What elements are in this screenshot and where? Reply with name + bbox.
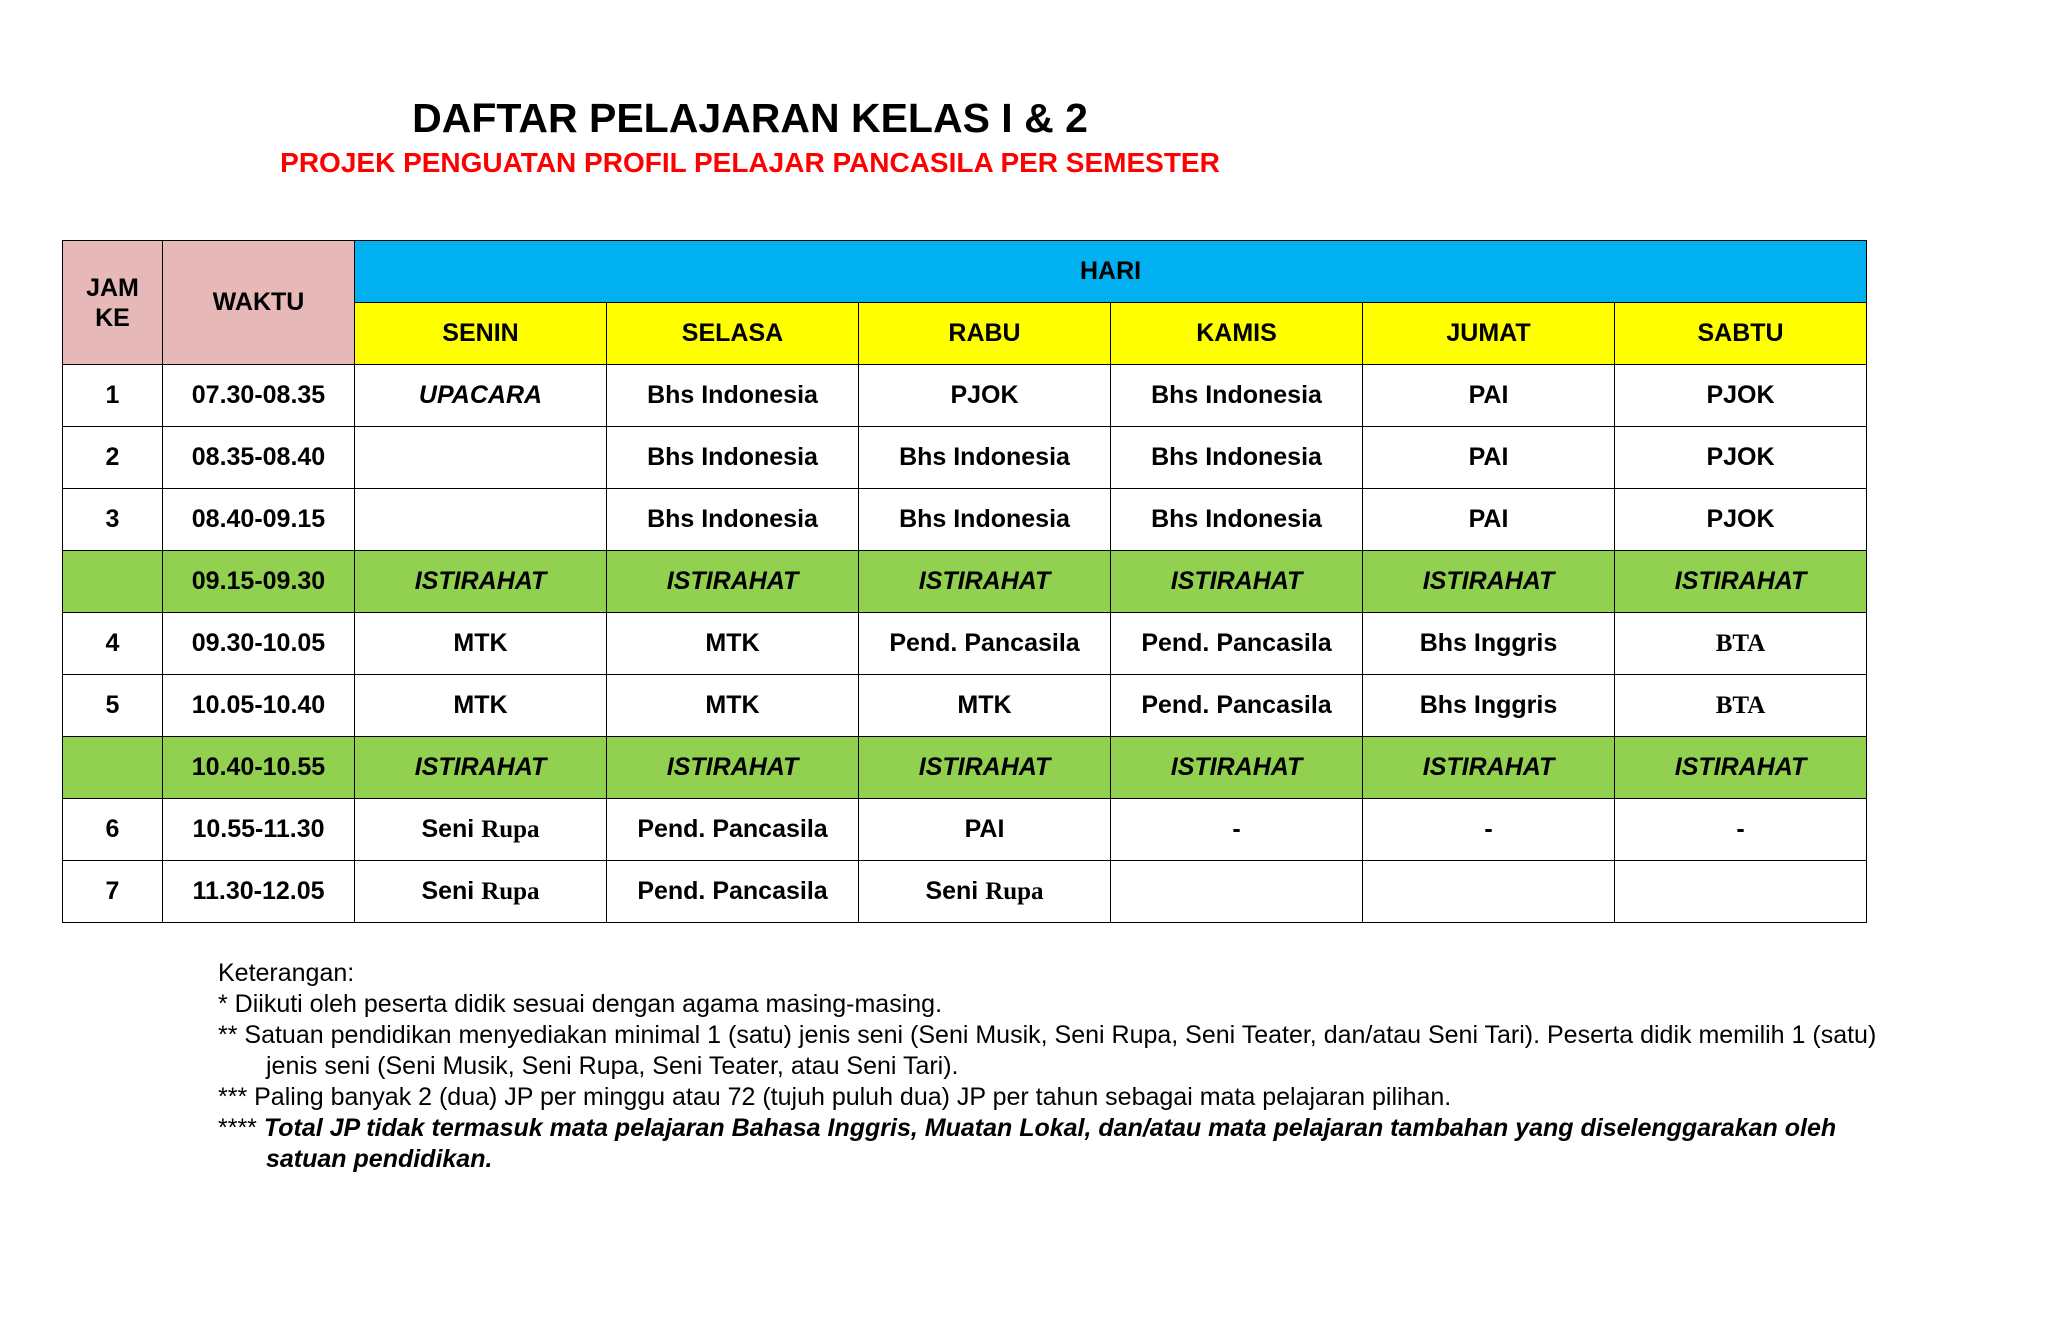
cell-jam: 1: [63, 365, 163, 427]
schedule-table: [62, 240, 1867, 923]
note-3: *** Paling banyak 2 (dua) JP per minggu atau 72 (tujuh puluh dua) JP per tahun sebagai mata pelajaran pilihan.: [218, 1083, 1452, 1111]
header-day: KAMIS: [1111, 303, 1363, 365]
cell-subject: PJOK: [1615, 365, 1867, 427]
table-row: [63, 613, 1867, 675]
cell-subject: [355, 489, 607, 551]
table-row: [63, 427, 1867, 489]
cell-subject: ISTIRAHAT: [1615, 737, 1867, 799]
cell-subject: -: [1363, 799, 1615, 861]
cell-subject: Bhs Indonesia: [859, 489, 1111, 551]
cell-jam: [63, 737, 163, 799]
cell-subject: ISTIRAHAT: [607, 737, 859, 799]
cell-subject: Bhs Inggris: [1363, 675, 1615, 737]
cell-subject: ISTIRAHAT: [859, 551, 1111, 613]
cell-subject: Bhs Indonesia: [1111, 427, 1363, 489]
note-2-cont: jenis seni (Seni Musik, Seni Rupa, Seni Teater, atau Seni Tari).: [266, 1052, 959, 1080]
cell-jam: [63, 551, 163, 613]
cell-waktu: 08.40-09.15: [163, 489, 355, 551]
cell-subject: Bhs Indonesia: [859, 427, 1111, 489]
cell-subject: ISTIRAHAT: [355, 737, 607, 799]
cell-subject: PAI: [1363, 365, 1615, 427]
note-1: * Diikuti oleh peserta didik sesuai dengan agama masing-masing.: [218, 990, 943, 1018]
cell-subject: Bhs Indonesia: [1111, 365, 1363, 427]
page-subtitle: PROJEK PENGUATAN PROFIL PELAJAR PANCASILA PER SEMESTER: [280, 147, 1220, 178]
cell-subject: [1363, 861, 1615, 923]
cell-subject: Pend. Pancasila: [859, 613, 1111, 675]
page-title: DAFTAR PELAJARAN KELAS I & 2: [412, 95, 1088, 141]
cell-subject: [1615, 861, 1867, 923]
header-day: SELASA: [607, 303, 859, 365]
cell-subject: Bhs Indonesia: [1111, 489, 1363, 551]
cell-subject: PAI: [1363, 489, 1615, 551]
cell-subject: ISTIRAHAT: [859, 737, 1111, 799]
cell-subject: Seni Rupa: [859, 861, 1111, 923]
cell-subject: -: [1111, 799, 1363, 861]
cell-subject: Bhs Inggris: [1363, 613, 1615, 675]
cell-subject: MTK: [607, 675, 859, 737]
cell-subject: BTA: [1615, 613, 1867, 675]
note-4-marker: ****: [218, 1114, 257, 1142]
header-day: SABTU: [1615, 303, 1867, 365]
header-hari: HARI: [355, 241, 1867, 303]
cell-jam: 4: [63, 613, 163, 675]
cell-waktu: 10.40-10.55: [163, 737, 355, 799]
header-day: JUMAT: [1363, 303, 1615, 365]
cell-subject: [1111, 861, 1363, 923]
table-row: [63, 489, 1867, 551]
table-row: [63, 737, 1867, 799]
cell-subject: Pend. Pancasila: [1111, 613, 1363, 675]
header-waktu: WAKTU: [163, 241, 355, 365]
notes-heading: Keterangan:: [218, 959, 355, 987]
cell-subject: Bhs Indonesia: [607, 489, 859, 551]
cell-waktu: 07.30-08.35: [163, 365, 355, 427]
cell-subject: ISTIRAHAT: [607, 551, 859, 613]
header-day: SENIN: [355, 303, 607, 365]
cell-subject: Pend. Pancasila: [1111, 675, 1363, 737]
cell-jam: 3: [63, 489, 163, 551]
table-row: [63, 861, 1867, 923]
cell-subject: PAI: [859, 799, 1111, 861]
cell-subject: PJOK: [1615, 427, 1867, 489]
notes-section: [218, 958, 2018, 1175]
header-day: RABU: [859, 303, 1111, 365]
cell-jam: 6: [63, 799, 163, 861]
cell-subject: ISTIRAHAT: [1615, 551, 1867, 613]
table-row: [63, 551, 1867, 613]
cell-subject: ISTIRAHAT: [1363, 737, 1615, 799]
cell-waktu: 11.30-12.05: [163, 861, 355, 923]
table-row: [63, 365, 1867, 427]
schedule-body: [63, 365, 1867, 923]
cell-subject: ISTIRAHAT: [1111, 737, 1363, 799]
cell-subject: MTK: [355, 675, 607, 737]
cell-subject: Bhs Indonesia: [607, 427, 859, 489]
cell-jam: 2: [63, 427, 163, 489]
cell-subject: MTK: [355, 613, 607, 675]
table-row: [63, 799, 1867, 861]
cell-subject: ISTIRAHAT: [355, 551, 607, 613]
cell-subject: -: [1615, 799, 1867, 861]
cell-waktu: 08.35-08.40: [163, 427, 355, 489]
cell-subject: ISTIRAHAT: [1111, 551, 1363, 613]
cell-subject: Pend. Pancasila: [607, 799, 859, 861]
cell-jam: 5: [63, 675, 163, 737]
cell-subject: PAI: [1363, 427, 1615, 489]
cell-waktu: 10.55-11.30: [163, 799, 355, 861]
cell-subject: UPACARA: [355, 365, 607, 427]
cell-subject: BTA: [1615, 675, 1867, 737]
cell-waktu: 09.30-10.05: [163, 613, 355, 675]
cell-subject: Seni Rupa: [355, 799, 607, 861]
note-4: [218, 1113, 2018, 1144]
table-row: [63, 675, 1867, 737]
note-4-cont: satuan pendidikan.: [266, 1145, 493, 1173]
cell-subject: Bhs Indonesia: [607, 365, 859, 427]
cell-subject: PJOK: [859, 365, 1111, 427]
note-2: ** Satuan pendidikan menyediakan minimal 1 (satu) jenis seni (Seni Musik, Seni Rupa, Seni Teater, dan/atau Seni Tari). Peserta didik memilih 1 (satu): [218, 1021, 1877, 1049]
cell-subject: ISTIRAHAT: [1363, 551, 1615, 613]
cell-jam: 7: [63, 861, 163, 923]
cell-subject: Seni Rupa: [355, 861, 607, 923]
cell-subject: PJOK: [1615, 489, 1867, 551]
cell-subject: MTK: [607, 613, 859, 675]
note-4-text: Total JP tidak termasuk mata pelajaran Bahasa Inggris, Muatan Lokal, dan/atau mata pelajaran tambahan yang diselenggarakan oleh: [263, 1114, 1837, 1142]
cell-subject: MTK: [859, 675, 1111, 737]
header-jam-ke: JAM KE: [63, 241, 163, 365]
cell-subject: Pend. Pancasila: [607, 861, 859, 923]
cell-waktu: 09.15-09.30: [163, 551, 355, 613]
cell-subject: [355, 427, 607, 489]
cell-waktu: 10.05-10.40: [163, 675, 355, 737]
